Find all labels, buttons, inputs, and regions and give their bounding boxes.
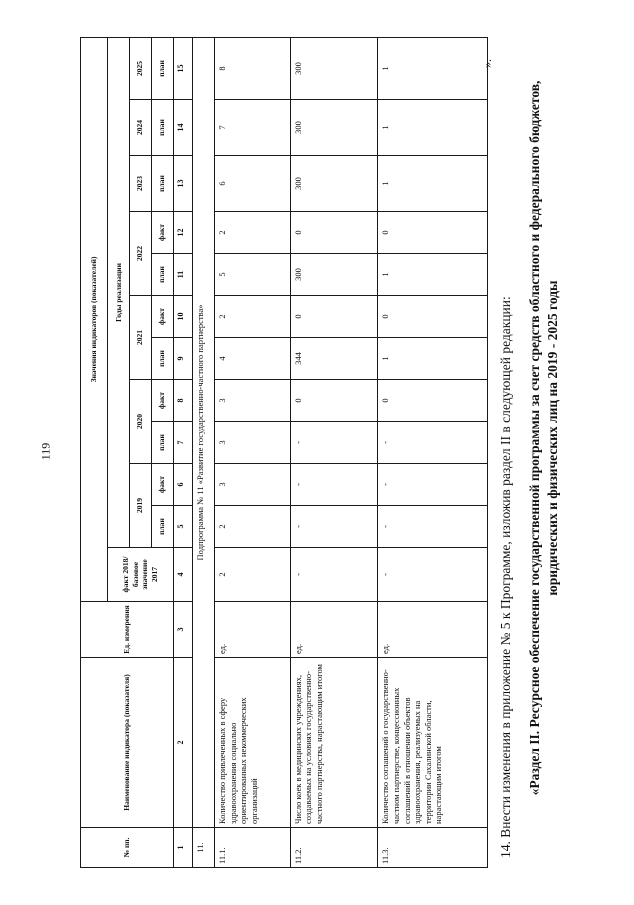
column-number: 9 <box>173 338 192 380</box>
row-value: 1 <box>378 100 488 156</box>
column-number: 13 <box>173 156 192 212</box>
row-value: 2 <box>214 212 290 254</box>
row-value: 300 <box>290 254 378 296</box>
row-value: 344 <box>290 338 378 380</box>
table-row <box>378 37 488 867</box>
rotated-page-content <box>80 28 610 868</box>
header-year-2019: 2019 <box>129 464 151 548</box>
row-value: 8 <box>214 37 290 99</box>
header-fact: факт <box>151 296 173 338</box>
section-number: 11. <box>193 828 215 868</box>
header-fact: факт <box>151 212 173 254</box>
row-value: 7 <box>214 100 290 156</box>
row-value: 300 <box>290 37 378 99</box>
row-value: 0 <box>378 296 488 338</box>
column-number: 14 <box>173 100 192 156</box>
row-value: 4 <box>214 338 290 380</box>
table-row <box>290 37 378 867</box>
header-plan: план <box>151 422 173 464</box>
row-name: Количество соглашений о государственно-частном партнерстве, концессионных соглашений в отношении объектов здравоохранения, реализуемых на территории Сахалинской области, нарастающим итогом <box>378 658 488 828</box>
column-number: 11 <box>173 254 192 296</box>
header-fact: факт <box>151 380 173 422</box>
row-number: 11.3. <box>378 828 488 868</box>
row-value: - <box>378 464 488 506</box>
row-number: 11.2. <box>290 828 378 868</box>
row-value: 6 <box>214 156 290 212</box>
column-number: 10 <box>173 296 192 338</box>
header-plan: план <box>151 506 173 548</box>
row-name: Число коек в медицинских учреждениях, создаваемых на условиях государственно-частного партнерства, нарастающим итогом <box>290 658 378 828</box>
row-value: - <box>378 548 488 602</box>
header-years-label: Годы реализации <box>107 37 129 547</box>
header-plan: план <box>151 100 173 156</box>
column-number: 12 <box>173 212 192 254</box>
header-year-2021: 2021 <box>129 296 151 380</box>
row-value: 300 <box>290 100 378 156</box>
row-value: 0 <box>290 296 378 338</box>
row-value: 0 <box>290 212 378 254</box>
row-value: - <box>378 506 488 548</box>
column-number: 7 <box>173 422 192 464</box>
row-value: - <box>290 464 378 506</box>
header-name: Наименование индикатора (показателя) <box>81 658 174 828</box>
indicators-table <box>80 37 488 868</box>
column-numbers-row <box>173 37 192 867</box>
row-value: 1 <box>378 156 488 212</box>
row-value: 5 <box>214 254 290 296</box>
table-row <box>214 37 290 867</box>
header-fact-2017: факт 2018/базовое значение 2017 <box>107 548 173 602</box>
header-year-2025: 2025 <box>129 37 151 99</box>
row-value: 1 <box>378 338 488 380</box>
column-number: 8 <box>173 380 192 422</box>
row-number: 11.1. <box>214 828 290 868</box>
row-value: 0 <box>378 212 488 254</box>
row-unit: ед. <box>290 602 378 658</box>
section-title: Подпрограмма № 11 «Развитие государственно-частного партнерства» <box>193 37 215 827</box>
row-name: Количество привлеченных в сферу здравоохранения социально ориентированных некоммерческих организаций <box>214 658 290 828</box>
section-heading: «Раздел II. Ресурсное обеспечение государственной программы за счет средств областного и федерального бюджетов, юридических и физических лиц на 2019 - 2025 годы <box>527 80 561 796</box>
column-number: 3 <box>173 602 192 658</box>
column-number: 4 <box>173 548 192 602</box>
row-value: 0 <box>378 380 488 422</box>
row-value: - <box>378 422 488 464</box>
row-value: - <box>290 422 378 464</box>
row-value: 2 <box>214 296 290 338</box>
column-number: 5 <box>173 506 192 548</box>
column-number: 1 <box>173 828 192 868</box>
row-value: 2 <box>214 548 290 602</box>
column-number: 2 <box>173 658 192 828</box>
header-no: № пп. <box>81 828 174 868</box>
header-year-2022: 2022 <box>129 212 151 296</box>
header-year-2024: 2024 <box>129 100 151 156</box>
row-value: - <box>290 548 378 602</box>
header-year-2023: 2023 <box>129 156 151 212</box>
header-year-2020: 2020 <box>129 380 151 464</box>
header-plan: план <box>151 338 173 380</box>
section-row <box>193 37 215 867</box>
row-value: 2 <box>214 506 290 548</box>
row-unit: ед. <box>378 602 488 658</box>
row-value: 3 <box>214 464 290 506</box>
header-plan: план <box>151 156 173 212</box>
closing-quote: ». <box>480 59 494 68</box>
column-number: 15 <box>173 37 192 99</box>
header-indicator-values: Значения индикаторов (показателей) <box>81 37 108 601</box>
row-unit: ед. <box>214 602 290 658</box>
page-number: 119 <box>38 442 53 461</box>
header-fact: факт <box>151 464 173 506</box>
header-plan: план <box>151 37 173 99</box>
header-plan: план <box>151 254 173 296</box>
amendment-instruction: 14. Внести изменения в приложение № 5 к Программе, изложив раздел II в следующей редакции: <box>498 296 513 858</box>
row-value: 3 <box>214 422 290 464</box>
row-value: - <box>290 506 378 548</box>
header-unit: Ед. измерения <box>81 602 174 658</box>
row-value: 0 <box>290 380 378 422</box>
row-value: 1 <box>378 37 488 99</box>
column-number: 6 <box>173 464 192 506</box>
row-value: 1 <box>378 254 488 296</box>
row-value: 300 <box>290 156 378 212</box>
row-value: 3 <box>214 380 290 422</box>
